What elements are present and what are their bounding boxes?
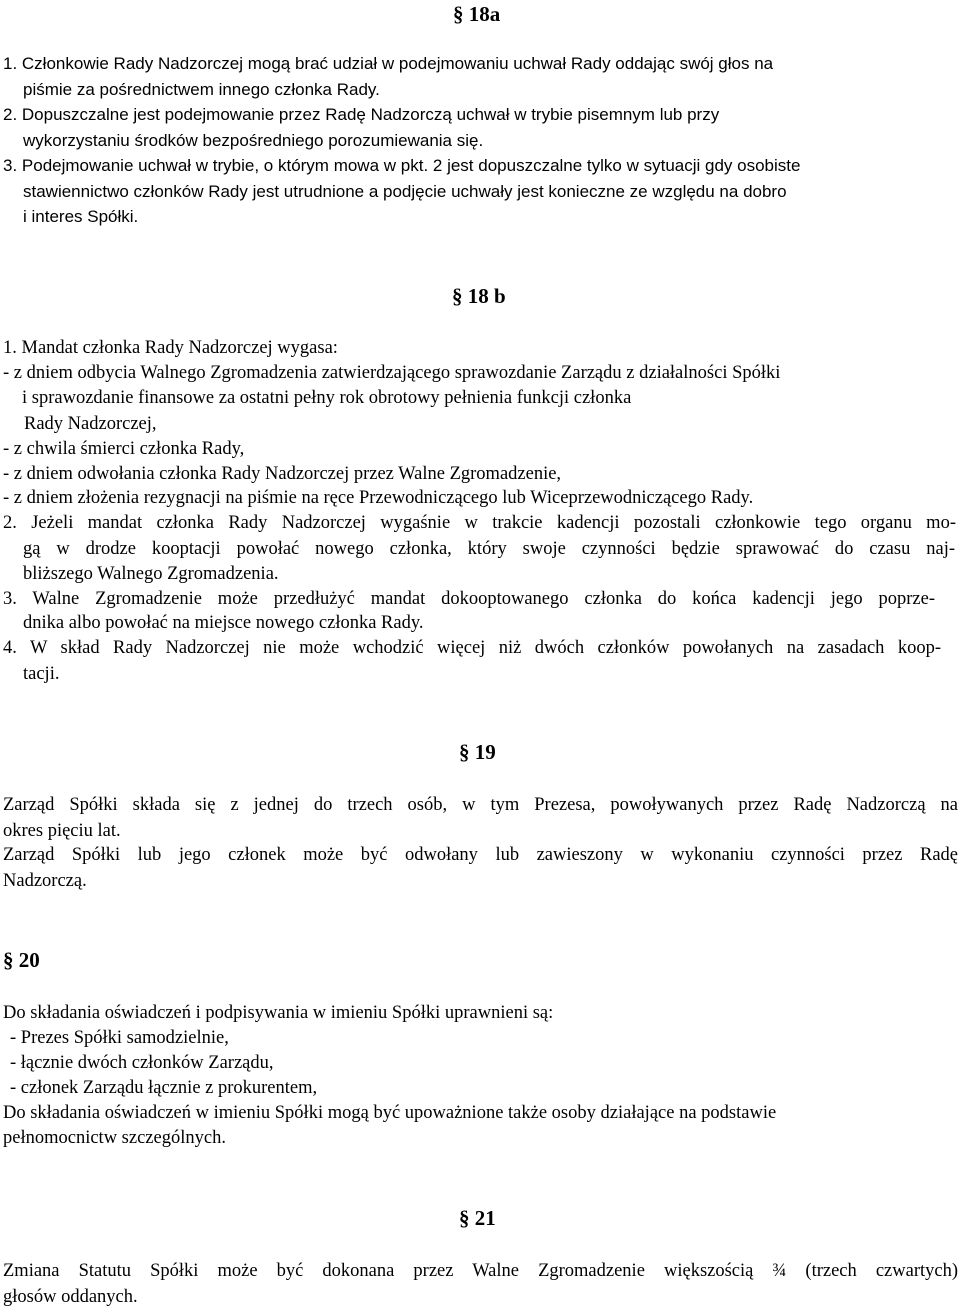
s18a-line-2: piśmie za pośrednictwem innego członka Rady. (23, 80, 380, 99)
s18b-line-2: - z dniem odbycia Walnego Zgromadzenia zatwierdzającego sprawozdanie Zarządu z działalności Spółki (3, 363, 781, 383)
s18a-line-6: stawiennictwo członków Rady jest utrudnione a podjęcie uchwały jest konieczne ze względu na dobro (23, 182, 787, 201)
s18b-line-8: 2. Jeżeli mandat członka Rady Nadzorczej wygaśnie w trakcie kadencji pozostali członkowie tego organu mo- (3, 513, 956, 533)
s18a-line-4: wykorzystaniu środków bezpośredniego porozumiewania się. (23, 131, 484, 150)
s18b-line-13: 4. W skład Rady Nadzorczej nie może wchodzić więcej niż dwóch członków powołanych na zasadach koop- (3, 638, 941, 658)
s20-line-1: Do składania oświadczeń i podpisywania w imieniu Spółki uprawnieni są: (3, 1003, 554, 1023)
s19-line-3: Zarząd Spółki lub jego członek może być odwołany lub zawieszony w wykonaniu czynności przez Radę (3, 845, 958, 865)
s20-line-3: - łącznie dwóch członków Zarządu, (10, 1053, 274, 1073)
s18b-line-5: - z chwila śmierci członka Rady, (3, 439, 245, 459)
s20-line-2: - Prezes Spółki samodzielnie, (10, 1028, 229, 1048)
section-18b-heading: § 18 b (452, 284, 506, 308)
s18b-line-10: bliższego Walnego Zgromadzenia. (23, 564, 279, 584)
s18b-line-1: 1. Mandat członka Rady Nadzorczej wygasa: (3, 338, 338, 358)
section-21-heading: § 21 (459, 1206, 496, 1230)
s18b-line-4: Rady Nadzorczej, (24, 414, 157, 434)
s18b-line-11: 3. Walne Zgromadzenie może przedłużyć mandat dokooptowanego członka do końca kadencji jego poprze- (3, 589, 935, 609)
section-20-heading: § 20 (3, 948, 40, 972)
section-18a-heading: § 18a (453, 2, 501, 26)
s18a-line-3: 2. Dopuszczalne jest podejmowanie przez Radę Nadzorczą uchwał w trybie pisemnym lub przy (3, 105, 720, 124)
s20-line-4: - członek Zarządu łącznie z prokurentem, (10, 1078, 318, 1098)
s20-line-5: Do składania oświadczeń w imieniu Spółki mogą być upoważnione także osoby działające na podstawie (3, 1103, 777, 1123)
s18b-line-3: i sprawozdanie finansowe za ostatni pełny rok obrotowy pełnienia funkcji członka (22, 388, 632, 408)
s21-line-1: Zmiana Statutu Spółki może być dokonana przez Walne Zgromadzenie większością ¾ (trzech czwartych) (3, 1261, 958, 1281)
s18b-line-7: - z dniem złożenia rezygnacji na piśmie na ręce Przewodniczącego lub Wiceprzewodniczącego Rady. (3, 488, 754, 508)
s19-line-4: Nadzorczą. (3, 871, 87, 891)
s20-line-6: pełnomocnictw szczególnych. (3, 1128, 226, 1148)
s19-line-1: Zarząd Spółki składa się z jednej do trzech osób, w tym Prezesa, powoływanych przez Radę Nadzorczą na (3, 795, 958, 815)
s18a-line-1: 1. Członkowie Rady Nadzorczej mogą brać udział w podejmowaniu uchwał Rady oddając swój głos na (3, 54, 774, 73)
s18a-line-7: i interes Spółki. (23, 207, 139, 226)
s19-line-2: okres pięciu lat. (3, 821, 121, 841)
s18b-line-9: gą w drodze kooptacji powołać nowego członka, który swoje czynności będzie sprawować do czasu naj- (23, 539, 955, 559)
s21-line-2: głosów oddanych. (3, 1287, 138, 1307)
s18b-line-6: - z dniem odwołania członka Rady Nadzorczej przez Walne Zgromadzenie, (3, 464, 562, 484)
s18b-line-12: dnika albo powołać na miejsce nowego członka Rady. (23, 613, 424, 633)
section-19-heading: § 19 (459, 740, 496, 764)
s18b-line-14: tacji. (23, 664, 60, 684)
s18a-line-5: 3. Podejmowanie uchwał w trybie, o którym mowa w pkt. 2 jest dopuszczalne tylko w sytuacji gdy osobiste (3, 156, 801, 175)
